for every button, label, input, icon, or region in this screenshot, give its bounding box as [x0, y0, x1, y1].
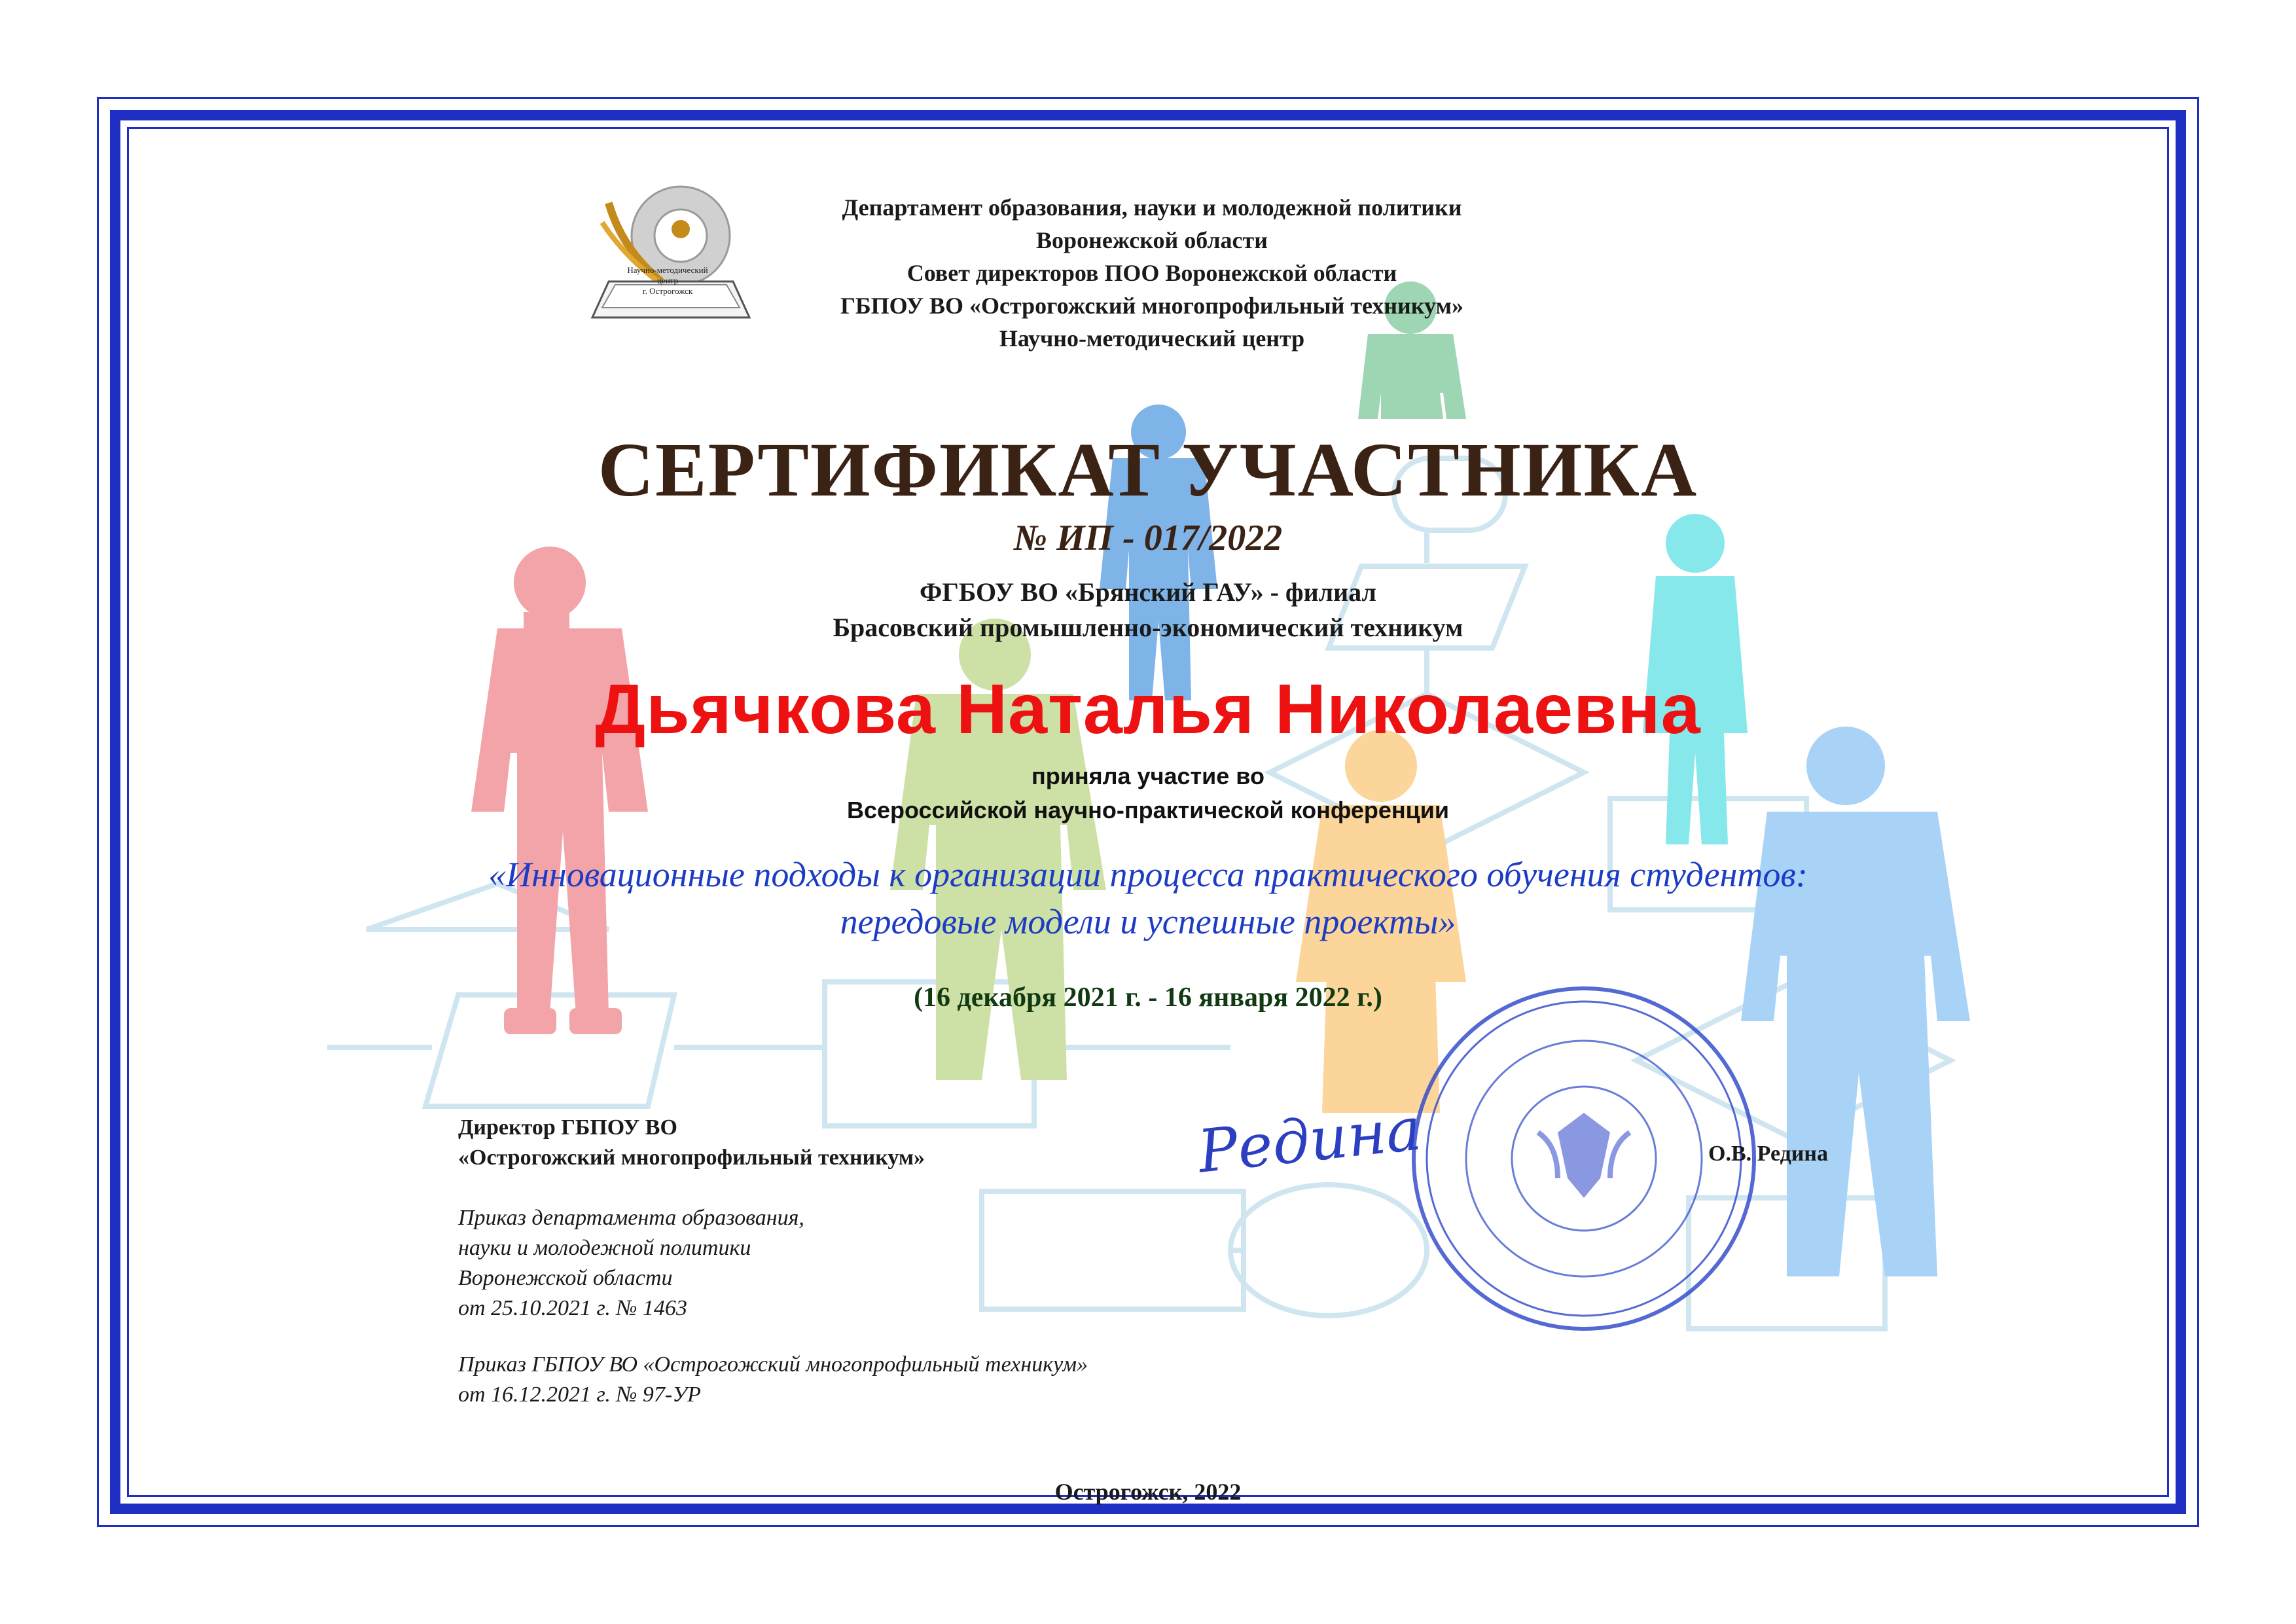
header-line: Департамент образования, науки и молодежной политики: [842, 194, 1462, 221]
logo-emblem-icon: [583, 177, 759, 327]
stamp-seal-icon: [1407, 982, 1761, 1335]
order-2: [458, 1350, 1088, 1410]
place-year: Острогожск, 2022: [1054, 1479, 1242, 1505]
order-line: от 25.10.2021 г. № 1463: [458, 1296, 687, 1320]
header-line: ГБПОУ ВО «Острогожский многопрофильный техникум»: [840, 293, 1464, 319]
organization-line: Брасовский промышленно-экономический техникум: [833, 613, 1463, 642]
signer-position: [458, 1113, 925, 1173]
logo: [583, 177, 759, 327]
order-line: Воронежской области: [458, 1266, 673, 1290]
conference-dates: (16 декабря 2021 г. - 16 января 2022 г.): [914, 983, 1382, 1013]
logo-text-line: центр: [656, 276, 679, 285]
signer-name: О.В. Редина: [1708, 1142, 1828, 1166]
signer-position-line: «Острогожский многопрофильный техникум»: [458, 1146, 925, 1170]
certificate-number: № ИП - 017/2022: [1013, 518, 1283, 558]
participation-line: приняла участие во: [1031, 763, 1265, 789]
order-line: науки и молодежной политики: [458, 1236, 751, 1260]
participation-line: Всероссийской научно-практической конференции: [846, 797, 1450, 823]
issuer-header: [759, 191, 1545, 355]
order-line: Приказ департамента образования,: [458, 1206, 804, 1230]
official-stamp: [1407, 982, 1761, 1335]
header-line: Воронежской области: [1036, 227, 1268, 253]
handwritten-signature: Редина: [1194, 1094, 1425, 1187]
certificate-title: СЕРТИФИКАТ УЧАСТНИКА: [598, 427, 1698, 513]
flow-process-lower: [982, 1191, 1244, 1309]
order-1: [458, 1203, 804, 1324]
flow-ellipse: [1230, 1185, 1427, 1316]
order-line: Приказ ГБПОУ ВО «Острогожский многопрофильный техникум»: [458, 1352, 1088, 1377]
logo-text-line: Научно-методический: [627, 265, 708, 275]
organization-line: ФГБОУ ВО «Брянский ГАУ» - филиал: [920, 577, 1376, 607]
participant-name: Дьячкова Наталья Николаевна: [595, 669, 1701, 748]
header-line: Научно-методический центр: [999, 325, 1305, 352]
logo-text-line: г. Острогожск: [642, 286, 693, 296]
header-line: Совет директоров ПОО Воронежской области: [906, 260, 1397, 286]
conference-topic: передовые модели и успешные проекты»: [840, 902, 1456, 941]
order-line: от 16.12.2021 г. № 97-УР: [458, 1382, 701, 1407]
conference-topic: «Инновационные подходы к организации процесса практического обучения студентов:: [488, 855, 1808, 894]
signer-position-line: Директор ГБПОУ ВО: [458, 1115, 677, 1140]
